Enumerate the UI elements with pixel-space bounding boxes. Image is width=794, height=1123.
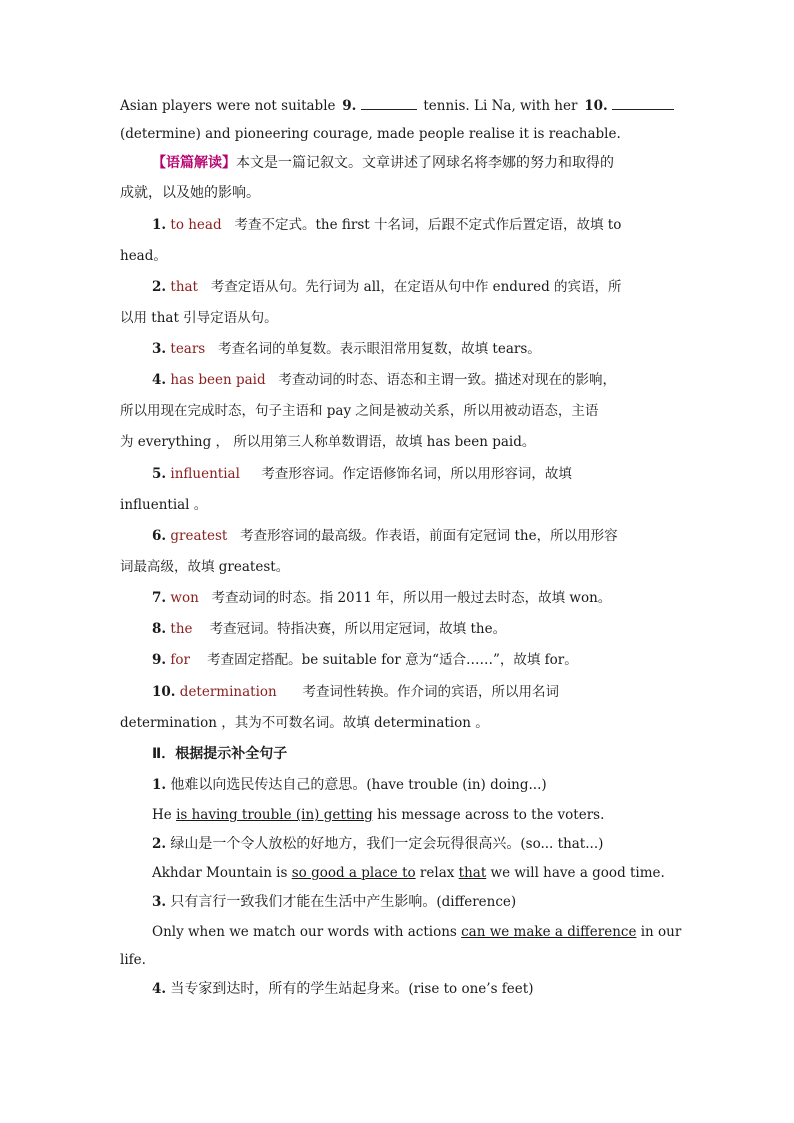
analysis-line-1: 【语篇解读】本文是一篇记叙文。文章讲述了网球名将李娜的努力和取得的 — [152, 155, 614, 171]
filled-answer: so good a place to — [291, 865, 416, 881]
answer-continuation: 为 everything ， 所以用第三人称单数谓语，故填 has been paid。 — [120, 434, 536, 450]
answer-key: for — [170, 652, 190, 668]
answer-key: to head — [170, 217, 222, 233]
filled-answer: that — [458, 865, 487, 881]
answer-item: 4. has been paid 考查动词的时态、语态和主谓一致。描述对现在的影响， — [152, 372, 616, 388]
answer-key: that — [170, 279, 198, 295]
exercise-answer: Only when we match our words with actions can we make a difference in our — [152, 924, 682, 940]
answer-continuation: 所以用现在完成时态，句子主语和 pay 之间是被动关系，所以用被动语态，主语 — [120, 403, 599, 419]
answer-key: influential — [170, 466, 240, 482]
answer-key: won — [170, 590, 199, 606]
exercise-prompt: 4. 当专家到达时，所有的学生站起身来。(rise to one’s feet) — [152, 981, 534, 997]
answer-key: determination — [179, 684, 277, 700]
answer-item: 6. greatest 考查形容词的最高级。作表语，前面有定冠词 the，所以用形容 — [152, 528, 618, 544]
answer-item: 1. to head 考查不定式。the first 十名词，后跟不定式作后置定语，故填 to — [152, 217, 622, 233]
answer-item: 10. determination 考查词性转换。作介词的宾语，所以用名词 — [152, 684, 559, 700]
passage-text: Asian players were not suitable — [120, 98, 336, 114]
blank-9: 9. — [342, 96, 416, 116]
exercise-prompt: 3. 只有言行一致我们才能在生活中产生影响。(difference) — [152, 894, 517, 910]
answer-continuation: head。 — [120, 248, 167, 264]
answer-continuation: 词最高级，故填 greatest。 — [120, 559, 290, 575]
answer-item: 2. that 考查定语从句。先行词为 all，在定语从句中作 endured 的宾语，所 — [152, 279, 622, 295]
exercise-answer: Akhdar Mountain is so good a place to relax that we will have a good time. — [152, 865, 665, 881]
passage-line-2: (determine) and pioneering courage, made people realise it is reachable. — [120, 126, 621, 142]
analysis-tag: 【语篇解读】 — [152, 155, 236, 171]
section-title: Ⅱ．根据提示补全句子 — [152, 746, 288, 762]
answer-key: tears — [170, 341, 206, 357]
passage-line-1 — [120, 96, 674, 116]
filled-answer: can we make a difference — [461, 924, 637, 940]
passage-text: tennis. Li Na, with her — [423, 98, 578, 114]
exercise-prompt: 2. 绿山是一个令人放松的好地方，我们一定会玩得很高兴。(so... that...) — [152, 836, 604, 852]
exercise-answer: He is having trouble (in) getting his message across to the voters. — [152, 807, 605, 823]
answer-item: 8. the 考查冠词。特指决赛，所以用定冠词，故填 the。 — [152, 621, 507, 637]
filled-answer: is having trouble (in) getting — [176, 807, 373, 823]
answer-key: greatest — [170, 528, 228, 544]
blank-10: 10. — [584, 96, 674, 116]
exercise-prompt: 1. 他难以向选民传达自己的意思。(have trouble (in) doing...) — [152, 777, 547, 793]
analysis-line-2: 成就，以及她的影响。 — [120, 185, 260, 201]
answer-key: the — [170, 621, 193, 637]
answer-item: 7. won 考查动词的时态。指 2011 年，所以用一般过去时态，故填 won。 — [152, 590, 612, 606]
answer-continuation: influential 。 — [120, 497, 208, 513]
answer-item: 3. tears 考查名词的单复数。表示眼泪常用复数，故填 tears。 — [152, 341, 541, 357]
exercise-answer-continuation: life. — [120, 952, 146, 968]
answer-continuation: determination ，其为不可数名词。故填 determination 。 — [120, 715, 489, 731]
answer-continuation: 以用 that 引导定语从句。 — [120, 310, 278, 326]
answer-item: 9. for 考查固定搭配。be suitable for 意为“适合……”，故填 for。 — [152, 652, 578, 668]
answer-key: has been paid — [170, 372, 266, 388]
answer-item: 5. influential 考查形容词。作定语修饰名词，所以用形容词，故填 — [152, 466, 572, 482]
